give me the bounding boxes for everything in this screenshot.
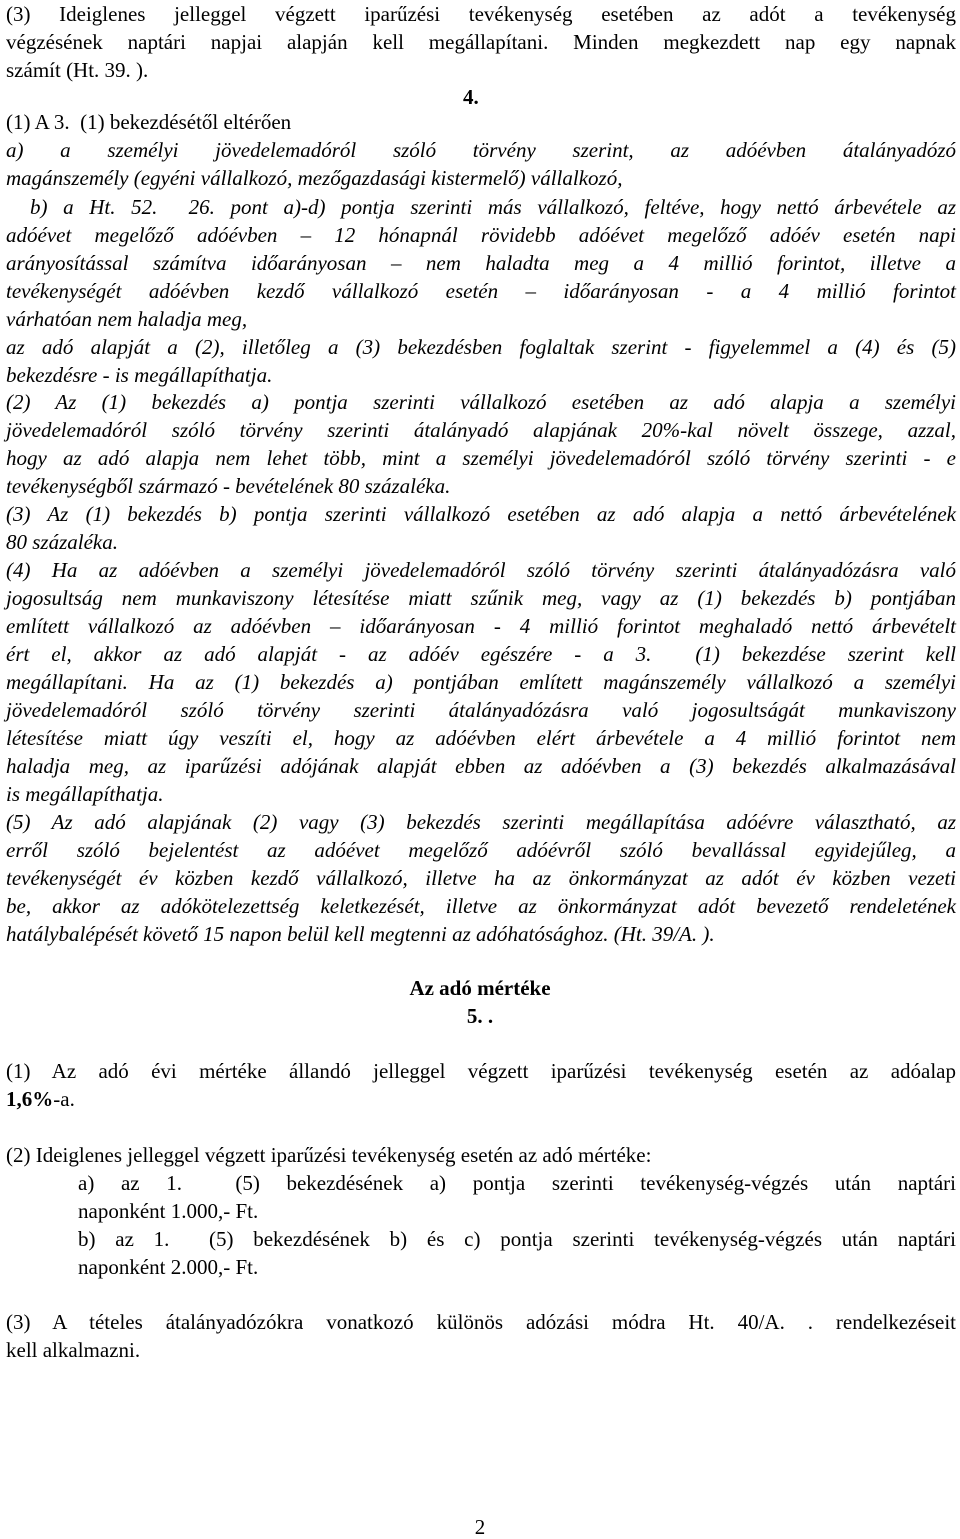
text-line: (1) A 3. (1) bekezdésétől eltérően <box>6 110 292 134</box>
text-line: számít (Ht. 39. ). <box>6 58 149 82</box>
text-line: az adó alapját a (2), illetőleg a (3) bekezdésben foglaltak szerint - figyelemmel a (4) és (5) <box>6 335 956 359</box>
paragraph-line: (1) Az adó évi mértéke állandó jelleggel végzett iparűzési tevékenység esetén az adóalap <box>6 1059 956 1083</box>
text-line: arányosítással számítva időarányosan – nem haladta meg a 4 millió forintot, illetve a <box>6 251 956 275</box>
text-line: végzésének naptári napjai alapján kell megállapítani. Minden megkezdett nap egy napnak <box>6 30 956 54</box>
text-line: ért el, akkor az adó alapját - az adóév egészére - a 3. (1) bekezdése szerint kell <box>6 642 956 666</box>
text-line: erről szóló bejelentést az adóévet megelőző adóévről szóló bevallással egyidejűleg, a <box>6 838 956 862</box>
text-line: megállapítani. Ha az (1) bekezdés a) pontjában említett magánszemély vállalkozó a személyi <box>6 670 956 694</box>
paragraph-line: kell alkalmazni. <box>6 1338 141 1362</box>
text-line: létesítése miatt úgy veszíti el, hogy az adóévben elért árbevétele a 4 millió forintot nem <box>6 726 956 750</box>
text-line: bekezdésre - is megállapíthatja. <box>6 363 273 387</box>
list-item-line: a) az 1. (5) bekezdésének a) pontja szerinti tevékenység-végzés után naptári <box>78 1171 956 1195</box>
text-line: (3) Ideiglenes jelleggel végzett iparűzési tevékenység esetében az adót a tevékenység <box>6 2 956 26</box>
paragraph-line: (3) A tételes átalányadózókra vonatkozó különös adózási módra Ht. 40/A. . rendelkezéseit <box>6 1310 956 1334</box>
text-line: b) a Ht. 52. 26. pont a)-d) pontja szerinti más vállalkozó, feltéve, hogy nettó árbevétele az <box>30 195 956 219</box>
text-line: hatálybalépését követő 15 napon belül kell megtenni az adóhatósághoz. (Ht. 39/A. ). <box>6 922 715 946</box>
text-line: be, akkor az adókötelezettség keletkezését, illetve az önkormányzat adót bevezető rendeletének <box>6 894 956 918</box>
text-line: (2) Az (1) bekezdés a) pontja szerinti vállalkozó esetében az adó alapja a személyi <box>6 390 956 414</box>
tax-rate-suffix: -a. <box>53 1087 75 1111</box>
section-heading: 4. <box>463 85 479 109</box>
page-number: 2 <box>474 1515 486 1539</box>
text-line: a) a személyi jövedelemadóról szóló törvény szerint, az adóévben átalányadózó <box>6 138 956 162</box>
text-line: magánszemély (egyéni vállalkozó, mezőgazdasági kistermelő) vállalkozó, <box>6 166 623 190</box>
text-line: adóévet megelőző adóévben – 12 hónapnál rövidebb adóévet megelőző adóév esetén napi <box>6 223 956 247</box>
text-line: (5) Az adó alapjának (2) vagy (3) bekezdés szerinti megállapítása adóévre választható, az <box>6 810 956 834</box>
text-line: jogosultság nem munkaviszony létesítése miatt szűnik meg, vagy az (1) bekezdés b) pontjában <box>6 586 956 610</box>
text-line: (3) Az (1) bekezdés b) pontja szerinti vállalkozó esetében az adó alapja a nettó árbevételének <box>6 502 956 526</box>
text-line: említett vállalkozó az adóévben – időarányosan - 4 millió forintot meghaladó nettó árbevételt <box>6 614 956 638</box>
list-item-line: naponként 2.000,- Ft. <box>78 1255 259 1279</box>
text-line: hogy az adó alapja nem lehet több, mint a személyi jövedelemadóról szóló törvény szerinti - e <box>6 446 956 470</box>
text-line: jövedelemadóról szóló törvény szerinti átalányadó alapjának 20%-kal növelt összege, azzal, <box>6 418 956 442</box>
section-title: Az adó mértéke <box>409 976 551 1000</box>
text-line: várhatóan nem haladja meg, <box>6 307 248 331</box>
text-line: tevékenységét adóévben kezdő vállalkozó esetén – időarányosan - a 4 millió forintot <box>6 279 956 303</box>
paragraph-line <box>6 1089 75 1110</box>
text-line: tevékenységét év közben kezdő vállalkozó, illetve ha az önkormányzat az adót év közben vezeti <box>6 866 956 890</box>
text-line: jövedelemadóról szóló törvény szerinti átalányadózásra való jogosultságát munkaviszony <box>6 698 956 722</box>
text-line: tevékenységből származó - bevételének 80 százaléka. <box>6 474 451 498</box>
text-line: is megállapíthatja. <box>6 782 164 806</box>
text-line: haladja meg, az iparűzési adójának alapját ebben az adóévben a (3) bekezdés alkalmazásával <box>6 754 956 778</box>
tax-rate-value: 1,6% <box>6 1087 54 1111</box>
paragraph-line: (2) Ideiglenes jelleggel végzett iparűzési tevékenység esetén az adó mértéke: <box>6 1143 652 1167</box>
list-item-line: b) az 1. (5) bekezdésének b) és c) pontja szerinti tevékenység-végzés után naptári <box>78 1227 956 1251</box>
text-line: (4) Ha az adóévben a személyi jövedelemadóról szóló törvény szerinti átalányadózásra való <box>6 558 956 582</box>
section-heading: 5. . <box>466 1004 494 1028</box>
text-line: 80 százaléka. <box>6 530 118 554</box>
list-item-line: naponként 1.000,- Ft. <box>78 1199 259 1223</box>
